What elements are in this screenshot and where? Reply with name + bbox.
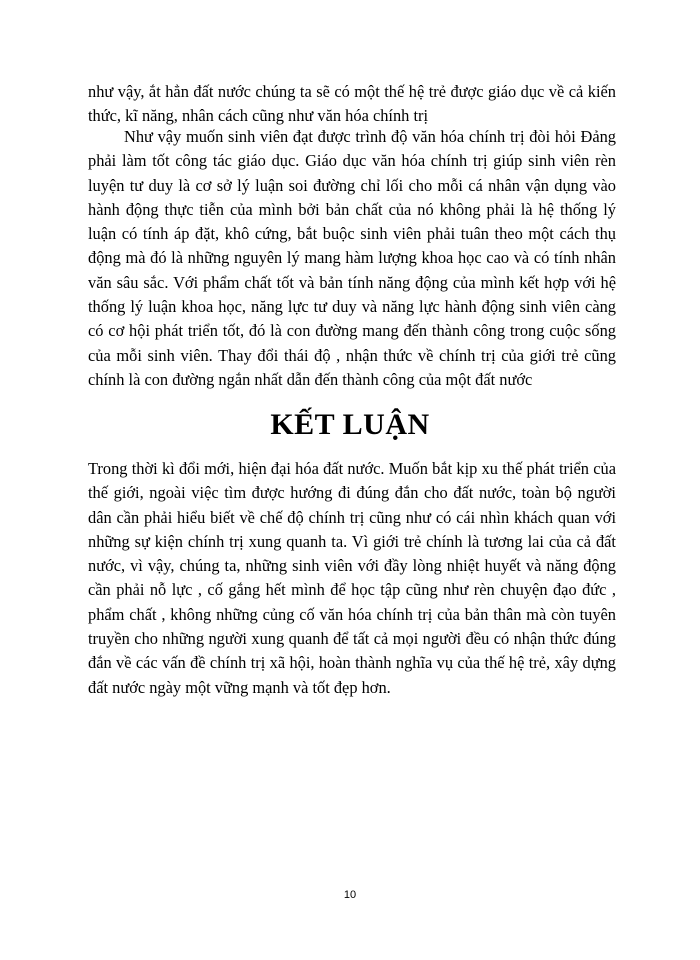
- paragraph-political-culture: Như vậy muốn sinh viên đạt được trình độ văn hóa chính trị đòi hỏi Đảng phải làm tốt công tác giáo dục. Giáo dục văn hóa chính trị giúp sinh viên rèn luyện tư duy là cơ sở lý luận soi đường chỉ lối cho mỗi cá nhân vận dụng vào hành động thực tiễn của mình bởi bản chất của nó không phải là hệ thống lý luận có tính áp đặt, khô cứng, bắt buộc sinh viên phải tuân theo một cách thụ động mà đó là những nguyên lý mang hàm lượng khoa học cao và có tính nhân văn sâu sắc. Với phẩm chất tốt và bản tính năng động của mình kết hợp với hệ thống lý luận khoa học, năng lực tư duy và năng lực hành động sinh viên càng có cơ hội phát triển tốt, đó là con đường mang đến thành công trong cuộc sống của mỗi sinh viên. Thay đổi thái độ , nhận thức về chính trị của giới trẻ cũng chính là con đường ngắn nhất dẫn đến thành công của một đất nước: [88, 127, 616, 389]
- section-heading-conclusion: KẾT LUẬN: [270, 408, 430, 441]
- page-number: 10: [343, 889, 357, 901]
- paragraph-continuation: như vậy, ắt hẳn đất nước chúng ta sẽ có một thế hệ trẻ được giáo dục về cả kiến thức, kĩ năng, nhân cách cũng như văn hóa chính trị: [88, 82, 616, 126]
- paragraph-conclusion: Trong thời kì đổi mới, hiện đại hóa đất nước. Muốn bắt kịp xu thế phát triển của thế giới, ngoài việc tìm được hướng đi đúng đắn cho đất nước, toàn bộ người dân cần phải hiểu biết về chế độ chính trị cũng như có cái nhìn khách quan với những sự kiện chính trị xung quanh ta. Vì giới trẻ chính là tương lai của cả đất nước, vì vậy, chúng ta, những sinh viên với đầy lòng nhiệt huyết và năng động cần phải nỗ lực , cố gắng hết mình để học tập cũng như rèn chuyện đạo đức , phẩm chất , không những củng cố văn hóa chính trị của bản thân mà còn tuyên truyền cho những người xung quanh để tất cả mọi người đều có nhận thức đúng đắn về các vấn đề chính trị xã hội, hoàn thành nghĩa vụ của thế hệ trẻ, xây dựng đất nước ngày một vững mạnh và tốt đẹp hơn.: [88, 459, 616, 697]
